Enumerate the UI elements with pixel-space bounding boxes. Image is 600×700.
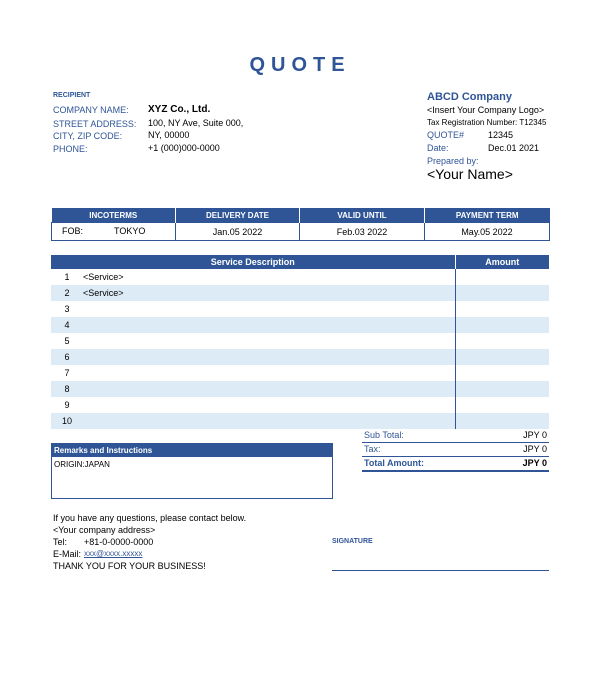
row-number: 8 — [51, 381, 83, 397]
incoterm-place: TOKYO — [114, 226, 146, 236]
service-desc: <Service> — [83, 285, 455, 301]
subtotal-value: JPY 0 — [523, 430, 547, 440]
total-amount-value: JPY 0 — [522, 458, 547, 468]
table-row — [51, 285, 549, 301]
service-amount — [455, 381, 549, 397]
table-row — [51, 381, 549, 397]
total-amount-row — [362, 457, 549, 472]
total-amount-label: Total Amount: — [364, 458, 424, 468]
table-row — [51, 301, 549, 317]
tax-row — [362, 443, 549, 457]
recipient-heading: RECIPIENT — [53, 92, 91, 99]
email-link[interactable]: xxx@xxxx.xxxxx — [84, 549, 143, 558]
prepared-by-label: Prepared by: — [427, 156, 479, 166]
sender-company-name: ABCD Company — [427, 91, 512, 103]
service-amount — [455, 333, 549, 349]
service-amount — [455, 285, 549, 301]
delivery-date-header: DELIVERY DATE — [176, 208, 300, 223]
table-row — [51, 333, 549, 349]
payment-term-header: PAYMENT TERM — [425, 208, 550, 223]
email-label: E-Mail: — [53, 549, 82, 559]
row-number: 3 — [64, 304, 70, 314]
row-number: 5 — [64, 336, 70, 346]
row-number: 9 — [64, 400, 70, 410]
city-zip-label: CITY, ZIP CODE: — [53, 131, 123, 141]
incoterm-code: FOB: — [62, 226, 84, 236]
service-amount — [455, 317, 549, 333]
contact-intro: If you have any questions, please contact below. — [53, 513, 247, 523]
tel-label: Tel: — [53, 537, 68, 547]
row-number: 7 — [64, 368, 70, 378]
phone-value: +1 (000)000-0000 — [148, 143, 220, 153]
service-amount — [455, 413, 549, 429]
row-number: 1 — [64, 272, 70, 282]
subtotal-row — [362, 429, 549, 443]
table-row — [51, 397, 549, 413]
table-row — [51, 349, 549, 365]
service-amount — [455, 269, 549, 285]
valid-until-cell: Feb.03 2022 — [300, 223, 425, 241]
service-amount — [455, 301, 549, 317]
table-row — [51, 413, 549, 429]
company-address: <Your company address> — [53, 525, 156, 535]
date-value: Dec.01 2021 — [488, 143, 540, 153]
row-number: 10 — [51, 413, 83, 429]
service-desc — [83, 413, 455, 429]
table-row — [51, 317, 549, 333]
terms-table — [51, 208, 550, 241]
signature-label: SIGNATURE — [332, 538, 373, 545]
prepared-by-name: <Your Name> — [427, 166, 513, 182]
page-title: QUOTE — [249, 54, 351, 76]
table-row — [51, 269, 549, 285]
row-number: 6 — [51, 349, 83, 365]
tax-label: Tax: — [364, 444, 381, 454]
company-name-value: XYZ Co., Ltd. — [148, 104, 211, 115]
remarks-box — [51, 443, 333, 499]
amount-header: Amount — [455, 255, 549, 269]
service-description-header: Service Description — [51, 255, 455, 269]
valid-until-header: VALID UNTIL — [300, 208, 425, 223]
city-zip-value: NY, 00000 — [148, 130, 190, 140]
remarks-heading: Remarks and Instructions — [52, 444, 332, 457]
service-desc — [83, 397, 455, 413]
service-amount — [455, 397, 549, 413]
company-name-label: COMPANY NAME: — [53, 105, 129, 115]
service-desc — [83, 381, 455, 397]
row-number: 2 — [51, 285, 83, 301]
service-amount — [455, 365, 549, 381]
thank-you-note: THANK YOU FOR YOUR BUSINESS! — [53, 561, 206, 571]
service-desc — [83, 333, 455, 349]
tel-value: +81-0-0000-0000 — [84, 537, 154, 547]
date-label: Date: — [427, 143, 449, 153]
row-number: 4 — [51, 317, 83, 333]
service-table — [51, 255, 549, 429]
incoterms-cell — [52, 223, 176, 241]
street-address-value: 100, NY Ave, Suite 000, — [148, 118, 244, 128]
street-address-label: STREET ADDRESS: — [53, 119, 137, 129]
service-desc — [83, 317, 455, 333]
table-row — [51, 365, 549, 381]
service-amount — [455, 349, 549, 365]
delivery-date-cell: Jan.05 2022 — [176, 223, 300, 241]
quote-number-label: QUOTE# — [427, 130, 465, 140]
incoterms-header: INCOTERMS — [52, 208, 176, 223]
tax-value: JPY 0 — [523, 444, 547, 454]
phone-label: PHONE: — [53, 144, 88, 154]
quote-number-value: 12345 — [488, 130, 514, 140]
payment-term-cell: May.05 2022 — [425, 223, 550, 241]
subtotal-label: Sub Total: — [364, 430, 404, 440]
service-desc — [83, 365, 455, 381]
company-logo-placeholder: <Insert Your Company Logo> — [427, 105, 545, 115]
service-desc — [83, 349, 455, 365]
remarks-text: ORIGIN:JAPAN — [54, 460, 110, 469]
tax-registration: Tax Registration Number: T12345 — [427, 118, 547, 127]
service-desc: <Service> — [83, 272, 124, 282]
service-desc — [83, 301, 455, 317]
signature-line — [332, 570, 549, 571]
